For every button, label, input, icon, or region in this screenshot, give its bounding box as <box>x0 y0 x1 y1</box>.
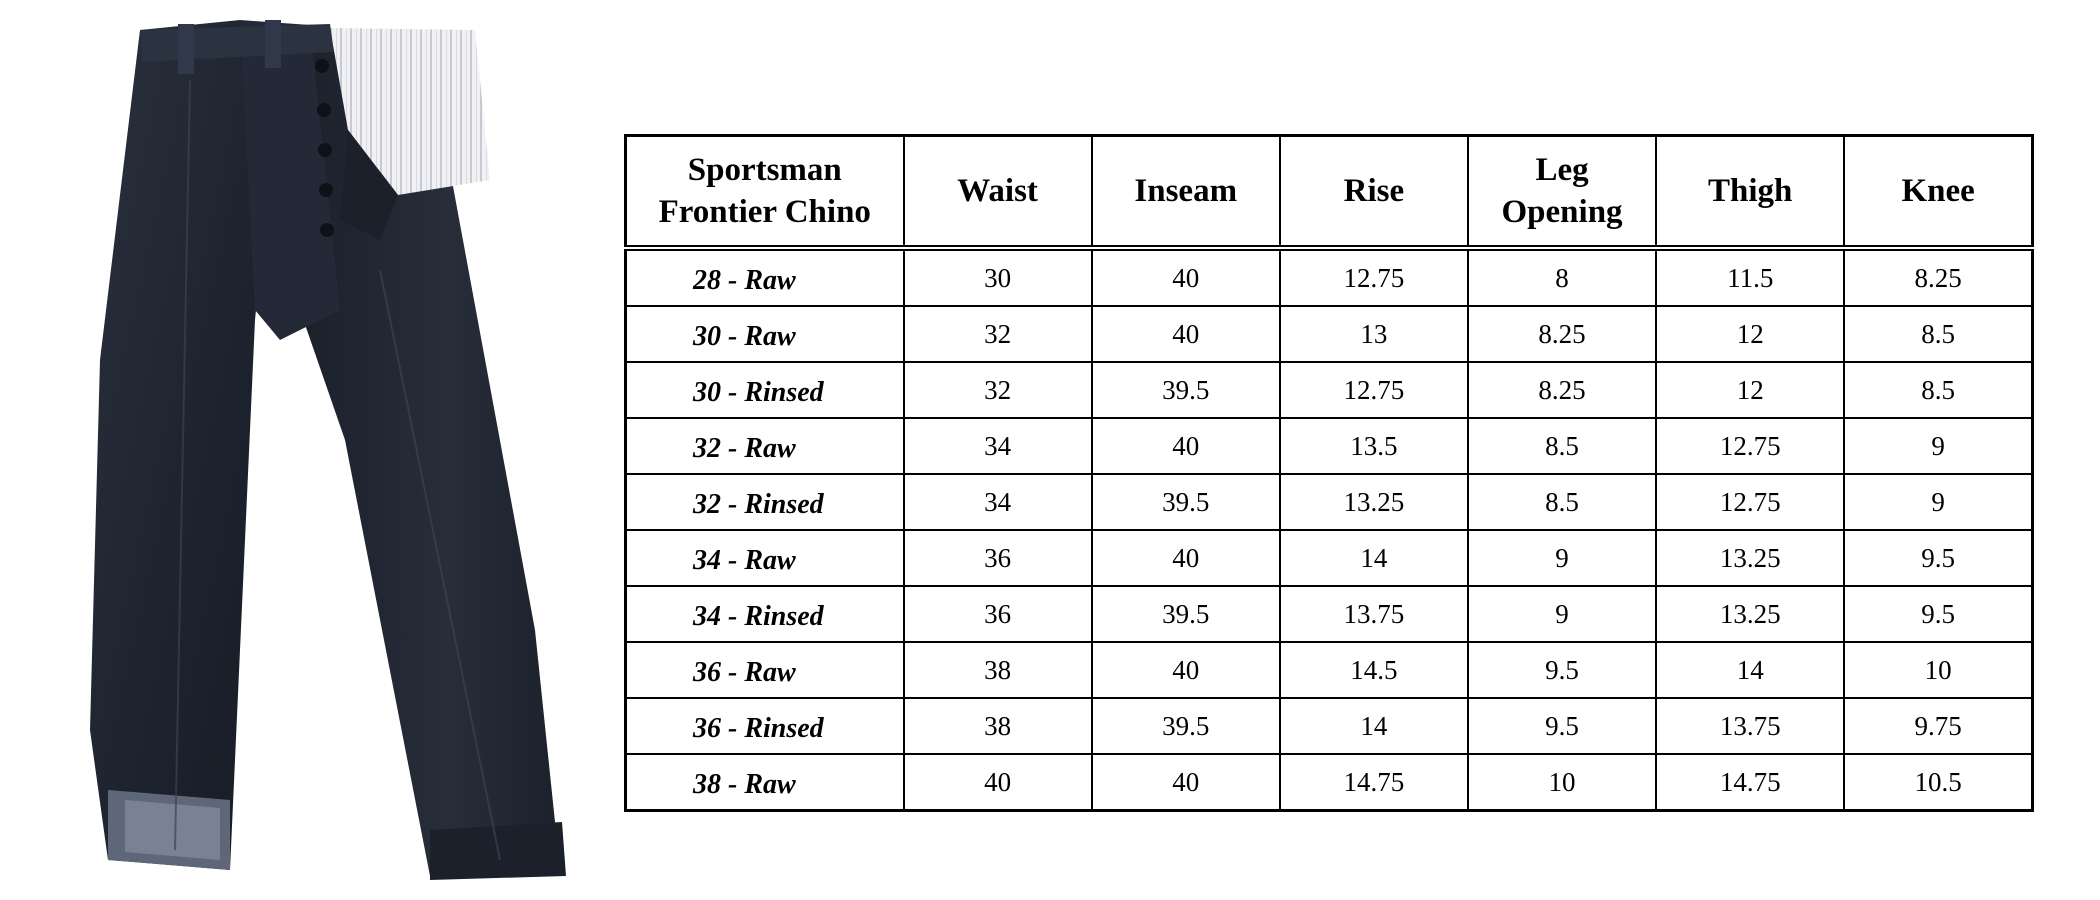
header-line: Inseam <box>1134 173 1238 209</box>
measurement-cell: 9 <box>1844 418 2032 474</box>
table-row <box>626 698 2033 754</box>
measurement-cell: 8.5 <box>1844 306 2032 362</box>
table-row <box>626 642 2033 698</box>
measurement-cell: 40 <box>1092 306 1280 362</box>
header-line: Rise <box>1343 173 1405 209</box>
measurement-cell: 14.5 <box>1280 642 1468 698</box>
table-row <box>626 754 2033 811</box>
measurement-cell: 13.75 <box>1280 586 1468 642</box>
measurement-cell: 10 <box>1468 754 1656 811</box>
measurement-cell: 14 <box>1656 642 1844 698</box>
size-label-cell: 34 - Raw <box>626 530 904 586</box>
measurement-cell: 8.25 <box>1844 248 2032 306</box>
header-cell <box>1844 136 2032 249</box>
measurement-cell: 40 <box>1092 530 1280 586</box>
table-row <box>626 306 2033 362</box>
measurement-cell: 30 <box>904 248 1092 306</box>
measurement-cell: 12 <box>1656 306 1844 362</box>
measurement-cell: 40 <box>1092 418 1280 474</box>
measurement-cell: 9.5 <box>1844 530 2032 586</box>
header-line: Frontier Chino <box>658 194 871 230</box>
size-label-cell: 30 - Rinsed <box>626 362 904 418</box>
measurement-cell: 12 <box>1656 362 1844 418</box>
measurement-cell: 12.75 <box>1656 418 1844 474</box>
measurement-cell: 13.75 <box>1656 698 1844 754</box>
measurement-cell: 38 <box>904 698 1092 754</box>
table-row <box>626 474 2033 530</box>
measurement-cell: 8.5 <box>1468 474 1656 530</box>
measurement-cell: 8.25 <box>1468 362 1656 418</box>
measurement-cell: 14 <box>1280 530 1468 586</box>
size-chart-table <box>624 134 2034 812</box>
header-cell <box>1656 136 1844 249</box>
header-line: Knee <box>1901 173 1975 209</box>
header-cell <box>1092 136 1280 249</box>
measurement-cell: 40 <box>1092 642 1280 698</box>
measurement-cell: 40 <box>1092 754 1280 811</box>
header-line: Leg <box>1535 152 1589 188</box>
measurement-cell: 36 <box>904 530 1092 586</box>
measurement-cell: 39.5 <box>1092 474 1280 530</box>
size-label-cell: 32 - Rinsed <box>626 474 904 530</box>
measurement-cell: 9.5 <box>1844 586 2032 642</box>
measurement-cell: 11.5 <box>1656 248 1844 306</box>
measurement-cell: 10 <box>1844 642 2032 698</box>
header-line: Thigh <box>1708 173 1793 209</box>
measurement-cell: 12.75 <box>1280 362 1468 418</box>
measurement-cell: 10.5 <box>1844 754 2032 811</box>
measurement-cell: 14.75 <box>1280 754 1468 811</box>
measurement-cell: 40 <box>904 754 1092 811</box>
size-chart-header <box>626 136 2033 249</box>
table-row <box>626 418 2033 474</box>
table-row <box>626 586 2033 642</box>
measurement-cell: 13.25 <box>1280 474 1468 530</box>
table-row <box>626 530 2033 586</box>
measurement-cell: 9.75 <box>1844 698 2032 754</box>
measurement-cell: 36 <box>904 586 1092 642</box>
header-row <box>626 136 2033 249</box>
measurement-cell: 8.5 <box>1844 362 2032 418</box>
measurement-cell: 13.5 <box>1280 418 1468 474</box>
measurement-cell: 8.5 <box>1468 418 1656 474</box>
measurement-cell: 9 <box>1468 586 1656 642</box>
header-line: Opening <box>1501 194 1623 230</box>
header-line: Sportsman <box>687 152 842 188</box>
measurement-cell: 12.75 <box>1656 474 1844 530</box>
measurement-cell: 32 <box>904 306 1092 362</box>
measurement-cell: 9.5 <box>1468 642 1656 698</box>
measurement-cell: 39.5 <box>1092 698 1280 754</box>
measurement-cell: 9 <box>1468 530 1656 586</box>
size-label-cell: 36 - Raw <box>626 642 904 698</box>
measurement-cell: 32 <box>904 362 1092 418</box>
header-cell <box>1468 136 1656 249</box>
measurement-cell: 34 <box>904 418 1092 474</box>
measurement-cell: 13.25 <box>1656 530 1844 586</box>
size-label-cell: 34 - Rinsed <box>626 586 904 642</box>
measurement-cell: 9.5 <box>1468 698 1656 754</box>
measurement-cell: 38 <box>904 642 1092 698</box>
measurement-cell: 8.25 <box>1468 306 1656 362</box>
header-product-name <box>626 136 904 249</box>
size-label-cell: 38 - Raw <box>626 754 904 811</box>
size-label-cell: 30 - Raw <box>626 306 904 362</box>
size-chart-body <box>626 248 2033 811</box>
measurement-cell: 14 <box>1280 698 1468 754</box>
measurement-cell: 14.75 <box>1656 754 1844 811</box>
table-row <box>626 248 2033 306</box>
measurement-cell: 8 <box>1468 248 1656 306</box>
size-label-cell: 32 - Raw <box>626 418 904 474</box>
measurement-cell: 9 <box>1844 474 2032 530</box>
measurement-cell: 13.25 <box>1656 586 1844 642</box>
measurement-cell: 40 <box>1092 248 1280 306</box>
size-label-cell: 36 - Rinsed <box>626 698 904 754</box>
header-cell <box>904 136 1092 249</box>
measurement-cell: 39.5 <box>1092 586 1280 642</box>
trousers-illustration <box>80 10 600 890</box>
header-cell <box>1280 136 1468 249</box>
measurement-cell: 12.75 <box>1280 248 1468 306</box>
header-line: Waist <box>957 173 1038 209</box>
measurement-cell: 34 <box>904 474 1092 530</box>
table-row <box>626 362 2033 418</box>
size-label-cell: 28 - Raw <box>626 248 904 306</box>
measurement-cell: 13 <box>1280 306 1468 362</box>
measurement-cell: 39.5 <box>1092 362 1280 418</box>
product-photo <box>80 10 600 890</box>
